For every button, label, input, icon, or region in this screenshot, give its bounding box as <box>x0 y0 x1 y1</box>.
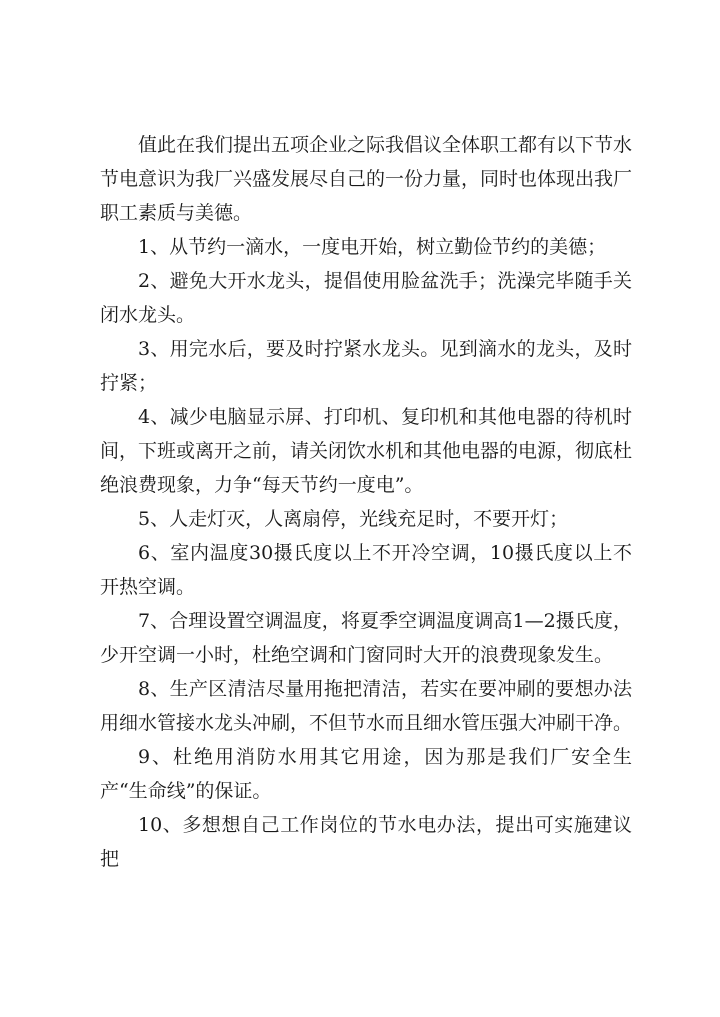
item-3-paragraph: 3、用完水后，要及时拧紧水龙头。见到滴水的龙头，及时拧紧； <box>100 338 632 394</box>
item-8-paragraph: 8、生产区清洁尽量用拖把清洁，若实在要冲刷的要想办法用细水管接水龙头冲刷，不但节水而且细水管压强大冲刷干净。 <box>100 678 633 734</box>
item-7-paragraph: 7、合理设置空调温度，将夏季空调温度调高1—2摄氏度，少开空调一小时，杜绝空调和门窗同时大开的浪费现象发生。 <box>100 610 632 666</box>
item-10-paragraph: 10、多想想自己工作岗位的节水电办法，提出可实施建议把 <box>100 814 632 870</box>
item-1-paragraph: 1、从节约一滴水，一度电开始，树立勤俭节约的美德； <box>138 236 607 258</box>
item-4-paragraph: 4、减少电脑显示屏、打印机、复印机和其他电器的待机时间，下班或离开之前，请关闭饮水机和其他电器的电源，彻底杜绝浪费现象，力争“每天节约一度电”。 <box>100 406 633 496</box>
item-2-paragraph: 2、避免大开水龙头，提倡使用脸盆洗手；洗澡完毕随手关闭水龙头。 <box>100 270 632 326</box>
document-body <box>100 128 632 876</box>
item-6-paragraph: 6、室内温度30摄氏度以上不开冷空调，10摄氏度以上不开热空调。 <box>100 542 632 598</box>
intro-paragraph: 值此在我们提出五项企业之际我倡议全体职工都有以下节水节电意识为我厂兴盛发展尽自己的一份力量，同时也体现出我厂职工素质与美德。 <box>100 134 633 224</box>
item-5-paragraph: 5、人走灯灭，人离扇停，光线充足时，不要开灯； <box>138 508 569 530</box>
item-9-paragraph: 9、杜绝用消防水用其它用途，因为那是我们厂安全生产“生命线”的保证。 <box>100 746 632 802</box>
